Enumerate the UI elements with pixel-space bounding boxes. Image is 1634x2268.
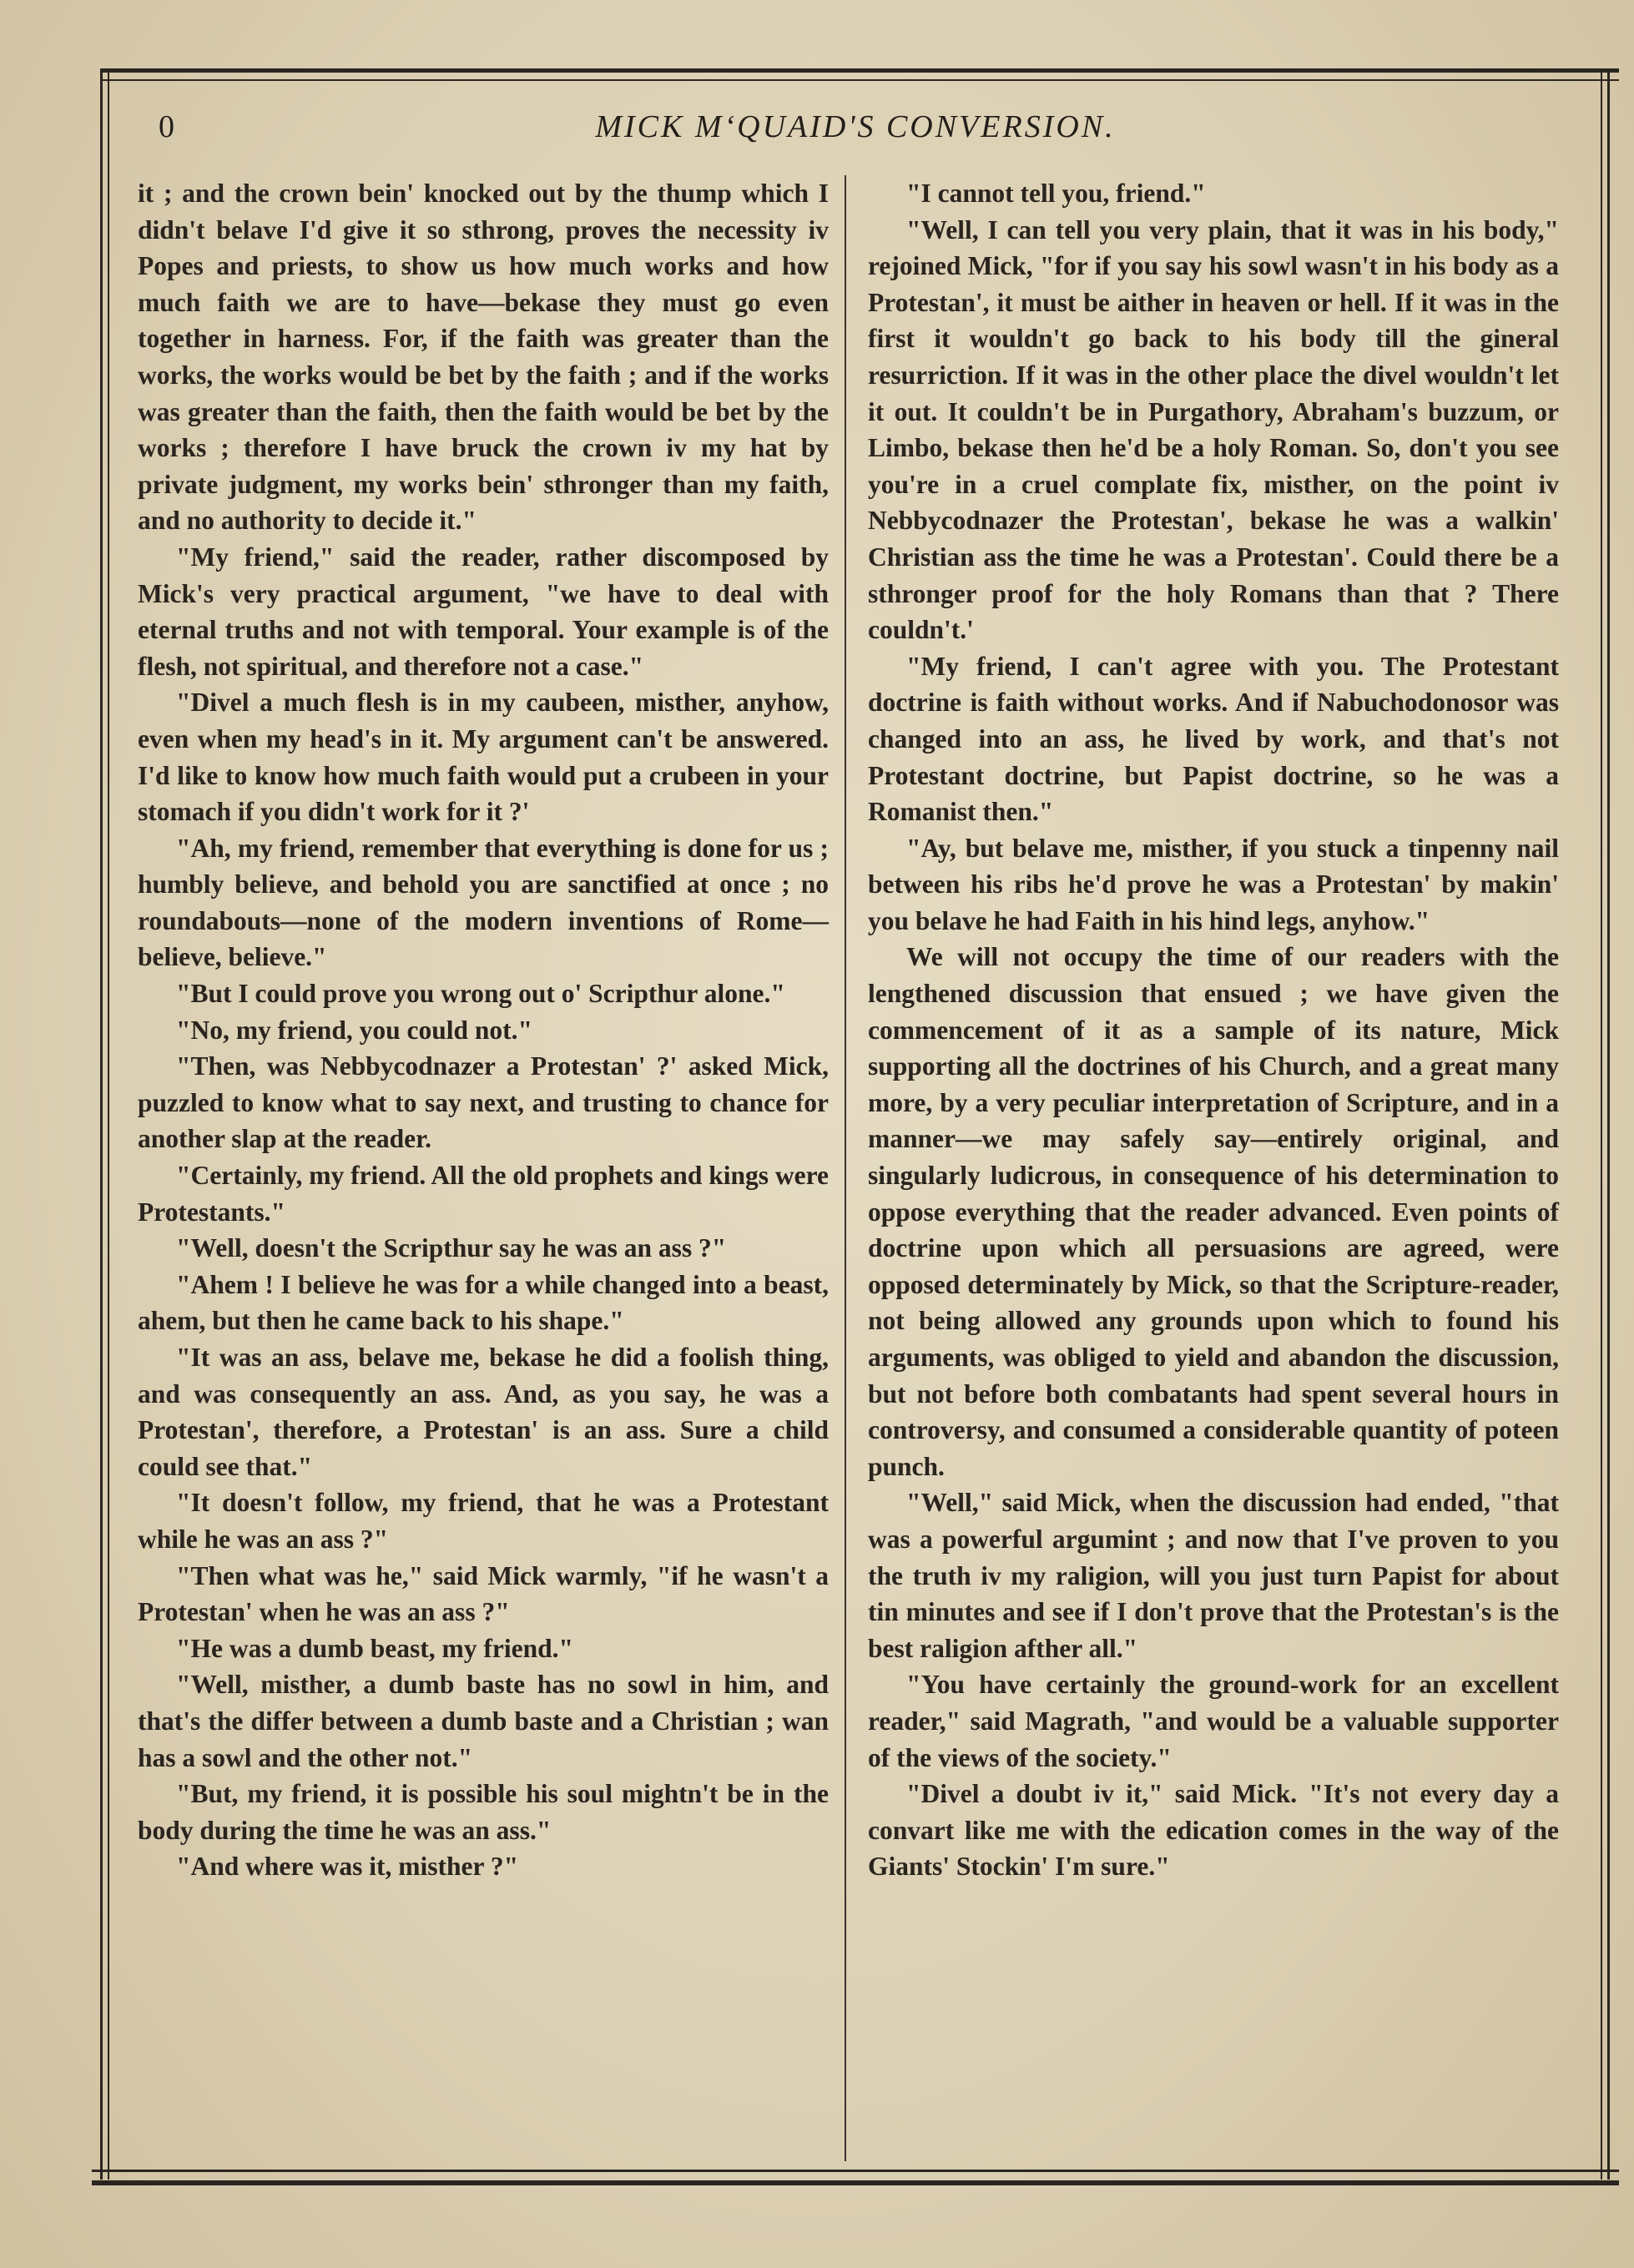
running-title: MICK M‘QUAID'S CONVERSION.: [595, 109, 1116, 144]
paragraph: "It was an ass, belave me, bekase he did a foolish thing, and was consequently an ass. And, as you say, he was a Protestan', therefore, a Protestan' is an ass. Sure a child could see that.": [138, 1343, 829, 1481]
paragraph: "Well, misther, a dumb baste has no sowl in him, and that's the differ between a dumb baste and a Christian ; wan has a sowl and the other not.": [138, 1670, 829, 1772]
paragraph: "Well, doesn't the Scripthur say he was an ass ?": [176, 1233, 727, 1263]
paragraph: "Ay, but belave me, misther, if you stuck a tinpenny nail between his ribs he'd prove he was a Protestan' by makin' you belave he had Faith in his hind legs, anyhow.": [868, 833, 1559, 935]
paragraph: "Ahem ! I believe he was for a while changed into a beast, ahem, but then he came back to his shape.": [138, 1269, 829, 1336]
paragraph: "Well," said Mick, when the discussion had ended, "that was a powerful argumint ; and now that I've proven to you the truth iv my raligion, will you just turn Papist for about tin minutes and see if I don't prove that the Protestan's is the best raligion afther all.": [868, 1488, 1559, 1663]
paragraph: "Divel a much flesh is in my caubeen, misther, anyhow, even when my head's in it. My argument can't be answered. I'd like to know how much faith would put a crubeen in your stomach if you didn't work for it ?': [138, 688, 829, 827]
paragraph: "You have certainly the ground-work for an excellent reader," said Magrath, "and would be a valuable supporter of the views of the society.": [868, 1670, 1559, 1772]
paragraph: "Divel a doubt iv it," said Mick. "It's not every day a convart like me with the edication comes in the way of the Giants' Stockin' I'm sure.": [868, 1779, 1559, 1882]
paragraph: "Then, was Nebbycodnazer a Protestan' ?' asked Mick, puzzled to know what to say next, and trusting to chance for another slap at the reader.: [138, 1051, 829, 1154]
page-number: 0: [159, 109, 174, 144]
left-rule: [100, 68, 109, 2180]
paragraph: "He was a dumb beast, my friend.": [176, 1633, 573, 1663]
right-column: [868, 175, 1559, 1885]
paragraph: "Certainly, my friend. All the old prophets and kings were Protestants.": [138, 1161, 830, 1227]
right-rule: [1601, 68, 1610, 2180]
paragraph: "But, my friend, it is possible his soul mightn't be in the body during the time he was an ass.": [138, 1779, 829, 1845]
bottom-rule: [92, 2170, 1619, 2185]
paragraph: "Then what was he," said Mick warmly, "if he wasn't a Protestan' when he was an ass ?": [138, 1560, 829, 1627]
paragraph: "Well, I can tell you very plain, that it was in his body," rejoined Mick, "for if you say his sowl wasn't in his body as a Protestan', it must be aither in heaven or hell. If it was in the first it wouldn't go back to his body till the gineral resurriction. If it was in the other place the divel wouldn't let it out. It couldn't be in Purgathory, Abraham's buzzum, or Limbo, bekase then he'd be a holy Roman. So, don't you see you're in a cruel complate fix, misther, on the point iv Nebbycodnazer the Protestan', bekase he was a walkin' Christian ass the time he was a Protestan'. Could there be a sthronger proof for the holy Romans than that ? There couldn't.': [868, 214, 1559, 645]
paragraph: "I cannot tell you, friend.": [906, 179, 1206, 208]
column-divider: [845, 175, 846, 2161]
paragraph: "No, my friend, you could not.": [176, 1015, 533, 1045]
top-rule: [100, 68, 1619, 81]
left-column: [138, 175, 829, 1885]
paragraph: We will not occupy the time of our readers with the lengthened discussion that ensued ; we have given the commencement of it as a sample of its nature, Mick supporting all the doctrines of his Church, and a great many more, by a very peculiar interpretation of Scripture, and in a manner—we may safely say—entirely original, and singularly ludicrous, in consequence of his determination to oppose everything that the reader advanced. Even points of doctrine upon which all persuasions are agreed, were opposed determinately by Mick, so that the Scripture-reader, not being allowed any grounds upon which to found his arguments, was obliged to yield and abandon the discussion, but not before both combatants had spent several hours in controversy, and consumed a considerable quantity of poteen punch.: [868, 942, 1559, 1481]
paragraph: "And where was it, misther ?": [176, 1852, 519, 1882]
paragraph: "My friend," said the reader, rather discomposed by Mick's very practical argument, "we have to deal with eternal truths and not with temporal. Your example is of the flesh, not spiritual, and therefore not a case.": [138, 542, 829, 681]
paragraph: "But I could prove you wrong out o' Scripthur alone.": [176, 979, 785, 1009]
paragraph: it ; and the crown bein' knocked out by the thump which I didn't belave I'd give it so sthrong, proves the necessity iv Popes and priests, to show us how much works and how much faith we are to have—bekase they must go even together in harness. For, if the faith was greater than the works, the works would be bet by the faith ; and if the works was greater than the faith, then the faith would be bet by the works ; therefore I have bruck the crown iv my hat by private judgment, my works bein' sthronger than my faith, and no authority to decide it.": [138, 179, 829, 536]
paragraph: "My friend, I can't agree with you. The Protestant doctrine is faith without works. And if Nabuchodonosor was changed into an ass, he lived by work, and that's not Protestant doctrine, but Papist doctrine, so he was a Romanist then.": [868, 651, 1559, 827]
paragraph: "It doesn't follow, my friend, that he was a Protestant while he was an ass ?": [138, 1488, 829, 1554]
paragraph: "Ah, my friend, remember that everything is done for us ; humbly believe, and behold you are sanctified at once ; no roundabouts—none of the modern inventions of Rome—believe, believe.": [138, 833, 829, 972]
page-header: [117, 102, 1594, 152]
